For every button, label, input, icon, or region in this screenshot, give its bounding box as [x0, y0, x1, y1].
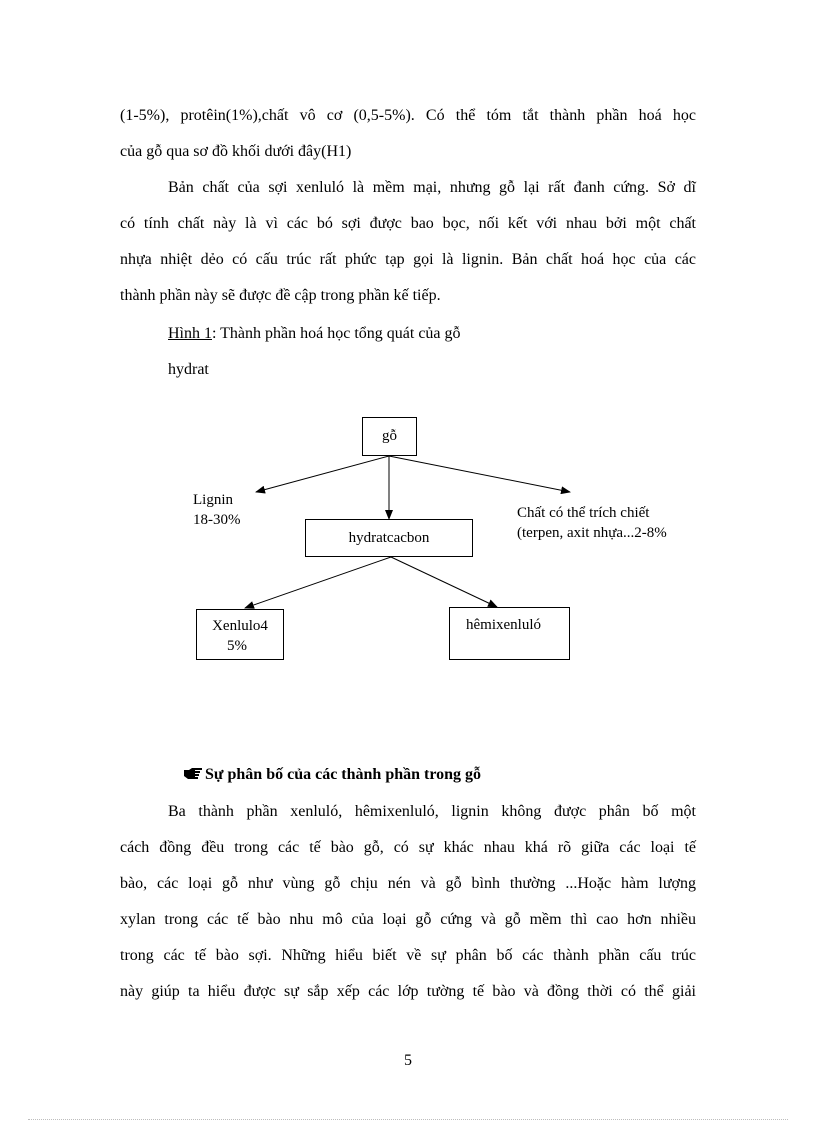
section-line-5: trong các tế bào sợi. Những hiểu biết về sự phân bố các thành phần cấu trúc: [120, 947, 696, 964]
page-number: 5: [404, 1052, 412, 1069]
node-hemixenlulo: hêmixenluló: [449, 607, 570, 660]
arrow-to-extractives: [389, 456, 570, 492]
arrow-to-hemixenlulo: [391, 557, 497, 607]
node-xenlulo-line-1: Xenlulo4: [212, 618, 268, 634]
section-heading: [183, 765, 481, 785]
section-line-3: bào, các loại gỗ như vùng gỗ chịu nén và gỗ bình thường ...Hoặc hàm lượng: [120, 875, 696, 892]
node-hydratcacbon: hydratcacbon: [305, 519, 473, 557]
node-xenlulo-line-2: 5%: [227, 638, 247, 654]
section-line-6: này giúp ta hiểu được sự sắp xếp các lớp tường tế bào và đồng thời có thể giải: [120, 983, 696, 1000]
node-extractives-line-1: Chất có thể trích chiết: [517, 505, 650, 521]
section-line-2: cách đồng đều trong các tế bào gỗ, có sự khác nhau khá rõ giữa các loại tế: [120, 839, 696, 856]
node-extractives: [517, 503, 687, 546]
section-heading-text: Sự phân bố của các thành phần trong gỗ: [205, 766, 482, 783]
arrow-to-xenlulo: [245, 557, 391, 608]
paragraph-2-line-4: thành phần này sẽ được đề cập trong phần kế tiếp.: [120, 287, 441, 304]
section-line-1: Ba thành phần xenluló, hêmixenluló, lignin không được phân bố một: [168, 803, 696, 820]
node-go: gỗ: [362, 417, 417, 456]
node-lignin-line-1: Lignin: [193, 492, 233, 508]
node-lignin-line-2: 18-30%: [193, 512, 241, 528]
paragraph-1-line-2: của gỗ qua sơ đồ khối dưới đây(H1): [120, 143, 352, 160]
node-extractives-line-2: (terpen, axit nhựa...2-8%: [517, 525, 667, 541]
paragraph-2-line-2: có tính chất này là vì các bó sợi được bao bọc, nối kết với nhau bởi một chất: [120, 215, 696, 232]
page-bottom-rule: [28, 1119, 788, 1120]
paragraph-1-line-1: (1-5%), protêin(1%),chất vô cơ (0,5-5%). Có thể tóm tắt thành phần hoá học: [120, 107, 696, 124]
paragraph-2-line-1: Bản chất của sợi xenluló là mềm mại, nhưng gỗ lại rất đanh cứng. Sở dĩ: [168, 179, 696, 196]
figure-caption-label: Hình 1: [168, 325, 212, 342]
figure-caption-text: : Thành phần hoá học tổng quát của gỗ: [212, 325, 461, 342]
node-xenlulo: [196, 609, 284, 660]
node-lignin: [193, 490, 241, 530]
figure-caption: [168, 324, 568, 344]
arrow-to-lignin: [256, 456, 389, 492]
pointing-hand-icon: [183, 765, 205, 785]
figure-stray-label: hydrat: [168, 361, 209, 378]
paragraph-2-line-3: nhựa nhiệt dẻo có cấu trúc rất phức tạp gọi là lignin. Bản chất hoá học của các: [120, 251, 696, 268]
section-line-4: xylan trong các tế bào nhu mô của loại gỗ cứng và gỗ mềm thì cao hơn nhiều: [120, 911, 696, 928]
